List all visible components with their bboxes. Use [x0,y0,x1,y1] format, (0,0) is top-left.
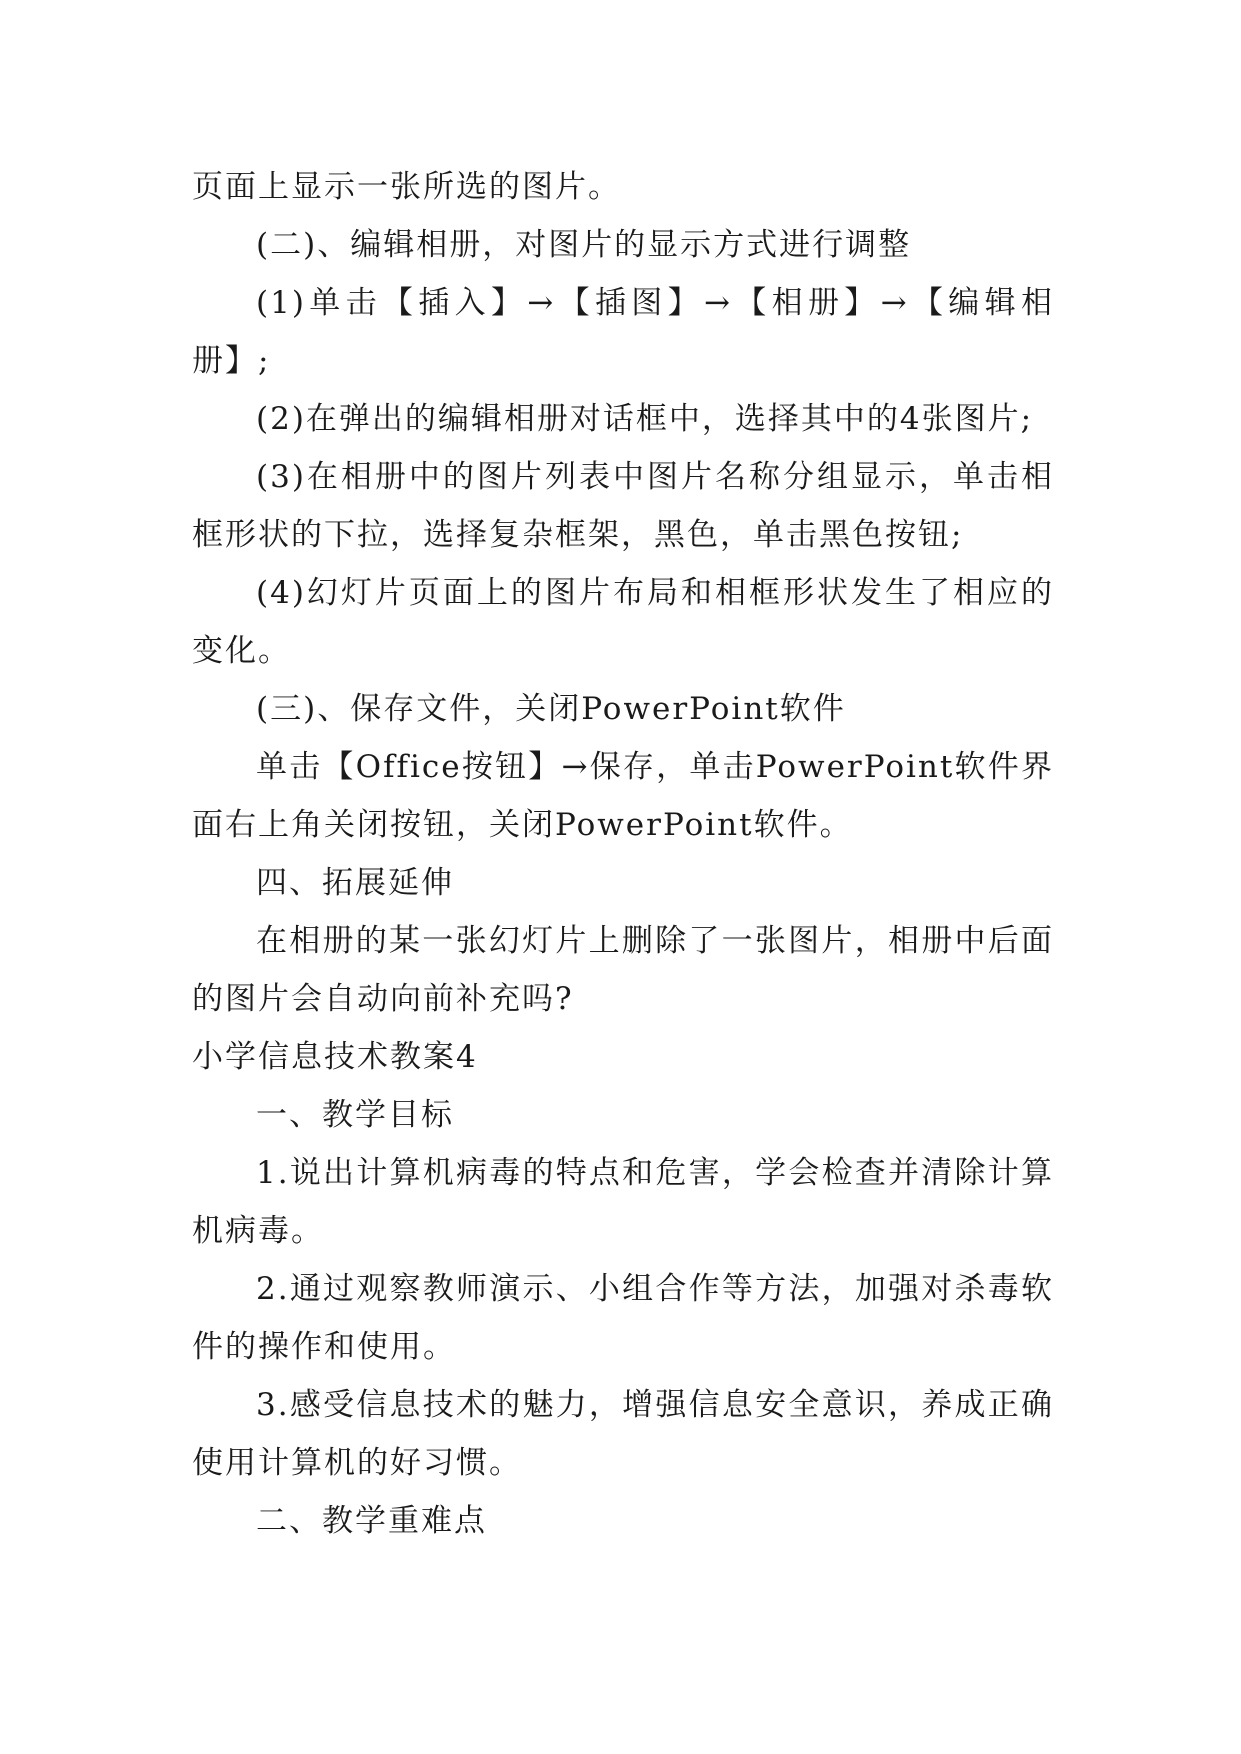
save-instruction-paragraph: 单击【Office按钮】→保存，单击PowerPoint软件界面右上角关闭按钮，关闭PowerPoint软件。 [192,749,1054,843]
lesson-plan-title: 小学信息技术教案4 [192,1039,478,1075]
section-heading-save-file: (三)、保存文件，关闭PowerPoint软件 [256,691,846,727]
section-heading-objectives: 一、教学目标 [256,1097,454,1133]
step-1-paragraph: (1)单击【插入】→【插图】→【相册】→【编辑相册】; [192,285,1054,379]
objective-1-paragraph: 1.说出计算机病毒的特点和危害，学会检查并清除计算机病毒。 [192,1155,1054,1249]
section-heading-edit-album: (二)、编辑相册，对图片的显示方式进行调整 [256,227,912,263]
document-body [192,158,1054,1550]
section-heading-extension: 四、拓展延伸 [256,865,454,901]
objective-2-paragraph: 2.通过观察教师演示、小组合作等方法，加强对杀毒软件的操作和使用。 [192,1271,1054,1365]
paragraph-continuation: 页面上显示一张所选的图片。 [192,169,621,205]
section-heading-key-points: 二、教学重难点 [256,1503,487,1539]
extension-question-paragraph: 在相册的某一张幻灯片上删除了一张图片，相册中后面的图片会自动向前补充吗? [192,923,1054,1017]
step-4-paragraph: (4)幻灯片页面上的图片布局和相框形状发生了相应的变化。 [192,575,1054,669]
step-3-paragraph: (3)在相册中的图片列表中图片名称分组显示，单击相框形状的下拉，选择复杂框架，黑色，单击黑色按钮; [192,459,1054,553]
objective-3-paragraph: 3.感受信息技术的魅力，增强信息安全意识，养成正确使用计算机的好习惯。 [192,1387,1054,1481]
step-2-paragraph: (2)在弹出的编辑相册对话框中，选择其中的4张图片; [256,401,1034,437]
